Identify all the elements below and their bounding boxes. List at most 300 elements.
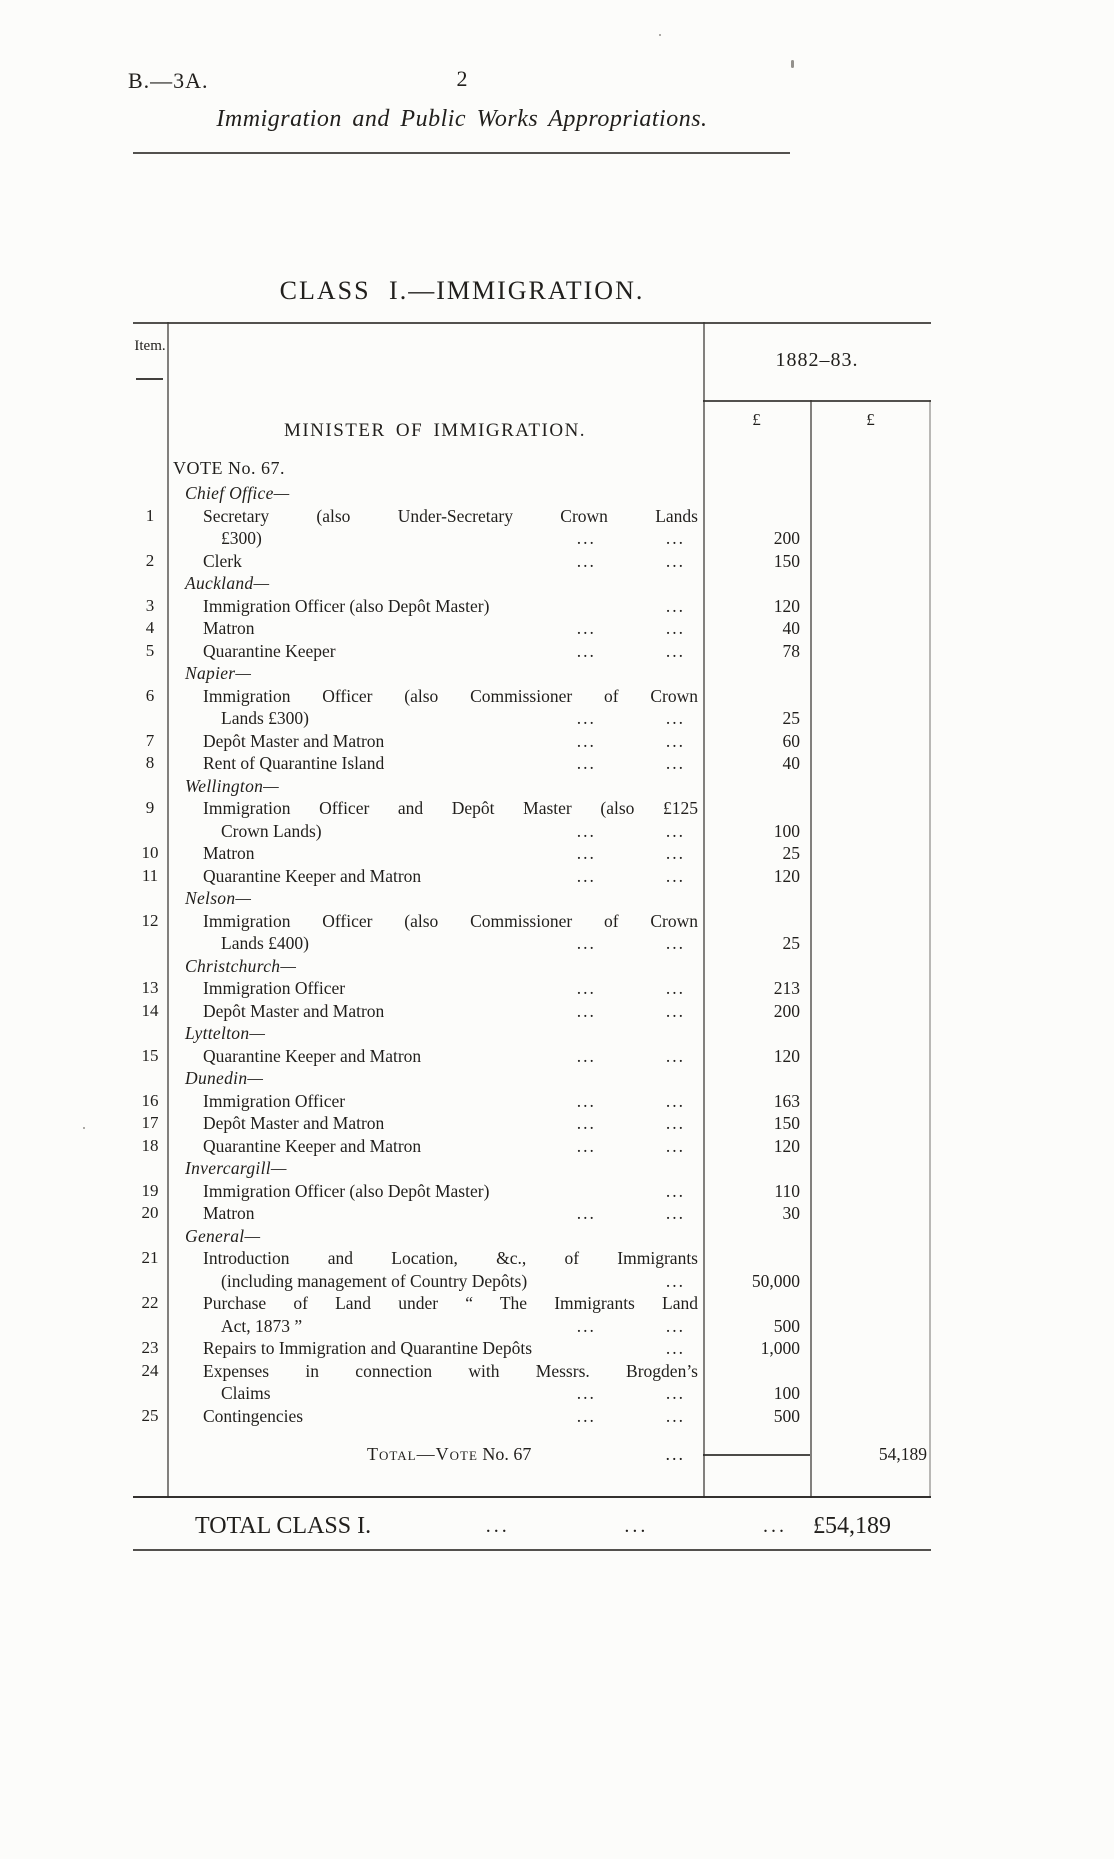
item-number: 2 <box>145 550 155 570</box>
amount-cell <box>810 1247 931 1270</box>
amount-value <box>703 505 810 528</box>
dot-leader: ... <box>576 843 596 863</box>
table-row <box>133 550 931 573</box>
table-row <box>133 707 931 730</box>
dot-leader: ... <box>665 1090 685 1111</box>
dot-leader: ... <box>576 933 596 953</box>
amount-value: 25 <box>782 933 800 953</box>
table-rows <box>133 482 931 1467</box>
table-row <box>133 1360 931 1383</box>
description-cell <box>167 707 703 730</box>
item-description-line <box>203 1202 697 1225</box>
description-cell <box>167 1000 703 1023</box>
item-description: Immigration Officer (also Commissioner of Crown <box>203 685 698 706</box>
item-description-line <box>203 752 697 775</box>
item-description-line <box>203 1337 697 1360</box>
description-cell <box>167 1067 703 1090</box>
description-cell <box>167 505 703 528</box>
description-cell <box>167 1157 703 1180</box>
amount-value <box>703 1157 810 1180</box>
item-number <box>133 662 167 685</box>
item-description-line <box>203 1090 697 1113</box>
item-description-line <box>203 617 697 640</box>
item-description: Repairs to Immigration and Quarantine Depôts <box>203 1338 533 1358</box>
dot-leader: ... <box>576 1383 596 1403</box>
dot-leader: ... <box>665 1315 685 1336</box>
item-number: 6 <box>145 685 155 705</box>
dot-leader: ... <box>665 843 685 863</box>
dot-leader: ... <box>665 708 685 728</box>
amount-value: 120 <box>773 865 800 886</box>
description-cell <box>167 752 703 775</box>
item-number <box>133 775 167 798</box>
item-number: 15 <box>141 1045 159 1065</box>
running-title: Immigration and Public Works Appropriations. <box>216 106 708 132</box>
dot-leader: ... <box>576 1135 596 1156</box>
description-cell <box>167 1270 703 1293</box>
item-description: Rent of Quarantine Island <box>203 753 385 773</box>
dot-leader: ... <box>485 1514 510 1537</box>
amount-cell <box>810 955 931 978</box>
item-description: Introduction and Location, &c., of Immigrants <box>203 1248 698 1268</box>
item-number: 12 <box>141 910 159 930</box>
table-row <box>133 1045 931 1068</box>
sum-rule <box>703 1454 810 1456</box>
item-number <box>133 482 167 505</box>
item-description: Crown Lands) <box>221 820 322 841</box>
dot-leader: ... <box>665 595 685 616</box>
location-group-label: Lyttelton— <box>185 1023 266 1043</box>
item-description: £300) <box>221 528 262 548</box>
item-number: 21 <box>141 1248 159 1267</box>
amount-value: 25 <box>782 708 800 728</box>
item-description-line <box>203 977 697 1000</box>
item-number <box>133 707 167 730</box>
item-number: 25 <box>141 1405 159 1425</box>
description-cell <box>167 482 703 505</box>
amount-cell <box>810 1022 931 1045</box>
item-description: Lands £400) <box>221 933 309 953</box>
table-row <box>133 685 931 708</box>
dot-leader: ... <box>665 1113 685 1133</box>
item-description-line <box>221 1315 697 1338</box>
dot-leader: ... <box>665 1338 685 1358</box>
item-description: Immigration Officer (also Depôt Master) <box>203 1180 490 1201</box>
item-number: 4 <box>145 618 155 637</box>
item-description-line <box>221 820 697 843</box>
item-description: Immigration Officer <box>203 978 346 998</box>
table-row <box>133 910 931 933</box>
item-description: Expenses in connection with Messrs. Brogden’s <box>203 1360 698 1381</box>
description-cell <box>167 797 703 820</box>
item-description: Clerk <box>203 550 242 571</box>
item-number: 18 <box>141 1135 159 1155</box>
item-description: Contingencies <box>203 1405 304 1426</box>
table-row <box>133 1067 931 1090</box>
item-number: 23 <box>141 1338 159 1357</box>
table-row <box>133 1315 931 1338</box>
amount-value <box>703 910 810 933</box>
amount-value <box>703 685 810 708</box>
table-row <box>133 662 931 685</box>
amount-value: 40 <box>782 618 800 638</box>
description-cell <box>167 1090 703 1113</box>
item-description-line <box>203 1180 697 1203</box>
item-number: 1 <box>145 505 155 525</box>
table-row <box>133 1135 931 1158</box>
dot-leader: ... <box>576 550 596 571</box>
amount-cell <box>810 617 931 640</box>
amount-value <box>703 1292 810 1315</box>
table-row <box>133 1157 931 1180</box>
item-number: 10 <box>141 843 159 862</box>
amount-value <box>703 1067 810 1090</box>
item-description: Immigration Officer (also Commissioner of Crown <box>203 910 698 931</box>
item-number: 7 <box>145 730 155 750</box>
dot-leader: ... <box>665 1405 685 1426</box>
amount-cell <box>810 932 931 955</box>
description-cell <box>167 932 703 955</box>
amount-cell <box>810 887 931 910</box>
description-cell <box>167 550 703 573</box>
item-description: Depôt Master and Matron <box>203 1113 385 1133</box>
amount-cell <box>810 752 931 775</box>
description-cell <box>167 1292 703 1315</box>
item-number <box>133 1067 167 1090</box>
item-description: Claims <box>221 1383 271 1403</box>
description-cell <box>167 1180 703 1203</box>
vote-heading: VOTE No. 67. <box>173 458 285 478</box>
table-row <box>133 887 931 910</box>
amount-value: 40 <box>782 753 800 773</box>
amount-cell <box>810 730 931 753</box>
table-row <box>133 1382 931 1405</box>
amount-cell <box>810 527 931 550</box>
amount-value: 163 <box>773 1090 800 1111</box>
class-total-row <box>133 1506 931 1546</box>
dot-leader: ... <box>576 640 596 661</box>
dot-leader: ... <box>624 1514 649 1537</box>
dot-leader: ... <box>665 1045 685 1066</box>
amount-cell <box>810 1180 931 1203</box>
dot-leader: ... <box>576 618 596 638</box>
table-row <box>133 820 931 843</box>
amount-value: 120 <box>773 595 800 616</box>
amount-cell <box>810 1270 931 1293</box>
amount-value <box>703 662 810 685</box>
dot-leader: ... <box>576 978 596 998</box>
item-number: 17 <box>141 1113 159 1132</box>
dot-leader: ... <box>665 1444 685 1464</box>
item-description: Quarantine Keeper and Matron <box>203 1045 422 1066</box>
amount-value <box>703 797 810 820</box>
description-cell <box>167 617 703 640</box>
scan-artifact <box>659 34 661 36</box>
amount-cell <box>810 865 931 888</box>
amount-cell <box>810 1315 931 1338</box>
description-cell <box>167 955 703 978</box>
item-description-line <box>203 842 697 865</box>
amount-cell <box>810 640 931 663</box>
item-number <box>133 1270 167 1293</box>
description-cell <box>167 865 703 888</box>
item-number: 5 <box>145 640 155 660</box>
amount-cell <box>810 1292 931 1315</box>
table-row <box>133 527 931 550</box>
table-row <box>133 1247 931 1270</box>
item-number: 19 <box>141 1180 159 1200</box>
item-number: 9 <box>145 798 155 817</box>
table-row <box>133 1405 931 1428</box>
amount-cell <box>810 482 931 505</box>
class-total-value: £54,189 <box>813 1512 892 1539</box>
amount-value: 500 <box>773 1315 800 1336</box>
description-cell <box>167 1135 703 1158</box>
description-cell <box>167 595 703 618</box>
location-group-label: Auckland— <box>185 573 270 593</box>
item-description-line <box>203 1045 697 1068</box>
item-description-line <box>203 550 697 573</box>
location-group-label: Napier— <box>185 663 252 683</box>
amount-cell <box>810 977 931 1000</box>
amount-cell <box>810 1090 931 1113</box>
amount-cell <box>810 1382 931 1405</box>
amount-value: 50,000 <box>751 1270 800 1291</box>
item-number <box>133 527 167 550</box>
amount-cell <box>810 505 931 528</box>
amount-cell <box>810 595 931 618</box>
class-total-top-rule <box>133 1496 931 1498</box>
page-number: 2 <box>456 66 468 91</box>
amount-value <box>703 572 810 595</box>
item-description: Quarantine Keeper and Matron <box>203 1135 422 1156</box>
dot-leader: ... <box>665 618 685 638</box>
item-description-line <box>203 865 697 888</box>
item-description: Matron <box>203 1203 255 1223</box>
dot-leader: ... <box>576 753 596 773</box>
item-number <box>133 572 167 595</box>
amount-value: 120 <box>773 1045 800 1066</box>
description-cell <box>167 730 703 753</box>
description-cell <box>167 1202 703 1225</box>
amount-value: 213 <box>773 978 800 998</box>
item-description: Immigration Officer <box>203 1090 346 1111</box>
table-row <box>133 1225 931 1248</box>
amount-value <box>703 1360 810 1383</box>
title-rule <box>133 152 790 154</box>
amount-value: 100 <box>773 1383 800 1403</box>
table-row <box>133 932 931 955</box>
description-cell <box>167 820 703 843</box>
item-number: 3 <box>145 595 155 615</box>
vote-total-amount: 54,189 <box>878 1444 927 1464</box>
dot-leader: ... <box>665 1203 685 1223</box>
description-cell <box>167 572 703 595</box>
description-cell <box>167 1337 703 1360</box>
item-description-line <box>203 595 697 618</box>
item-description: Matron <box>203 843 255 863</box>
description-cell <box>167 640 703 663</box>
table-row <box>133 752 931 775</box>
vote-total-number: No. 67 <box>482 1444 532 1464</box>
item-description-line <box>221 1270 697 1293</box>
amount-value: 30 <box>782 1203 800 1223</box>
description-cell <box>167 1225 703 1248</box>
item-number <box>133 1382 167 1405</box>
item-number: 8 <box>145 753 155 772</box>
dot-leader: ... <box>576 1315 596 1336</box>
table-row <box>133 955 931 978</box>
pound-symbol-col1: £ <box>752 410 761 429</box>
item-number: 20 <box>141 1203 159 1222</box>
scan-artifact <box>791 60 794 68</box>
amount-value: 500 <box>773 1405 800 1426</box>
amount-value <box>703 482 810 505</box>
table-row <box>133 1180 931 1203</box>
item-number <box>133 955 167 978</box>
table-row <box>133 640 931 663</box>
description-cell <box>167 775 703 798</box>
amount-cell <box>810 1405 931 1428</box>
amount-cell <box>810 797 931 820</box>
dot-leader: ... <box>576 730 596 751</box>
table-row <box>133 617 931 640</box>
dot-leader: ... <box>576 1203 596 1223</box>
amount-value <box>703 887 810 910</box>
amount-cell <box>810 775 931 798</box>
table-row <box>133 1202 931 1225</box>
table-row <box>133 505 931 528</box>
item-column-header: Item. <box>134 338 166 354</box>
amount-cell <box>810 1135 931 1158</box>
description-cell <box>167 887 703 910</box>
location-group-label: Invercargill— <box>185 1158 287 1178</box>
dot-leader: ... <box>665 1135 685 1156</box>
amount-cell <box>810 662 931 685</box>
table-row <box>133 1112 931 1135</box>
item-description-line <box>221 707 697 730</box>
description-cell <box>167 977 703 1000</box>
amount-value: 110 <box>774 1180 800 1201</box>
item-number <box>133 1022 167 1045</box>
dot-leader: ... <box>665 1000 685 1021</box>
description-cell <box>167 662 703 685</box>
table-row <box>133 730 931 753</box>
item-description: (including management of Country Depôts) <box>221 1270 528 1291</box>
description-cell <box>167 1315 703 1338</box>
description-cell <box>167 842 703 865</box>
table-row <box>133 482 931 505</box>
amount-cell <box>810 1337 931 1360</box>
item-description: Secretary (also Under-Secretary Crown Lands <box>203 505 698 526</box>
item-description-line <box>221 932 697 955</box>
amount-value: 60 <box>782 730 800 751</box>
item-description: Immigration Officer and Depôt Master (also £125 <box>203 798 698 818</box>
amount-value: 100 <box>773 820 800 841</box>
item-description: Depôt Master and Matron <box>203 730 385 751</box>
amount-cell <box>810 1225 931 1248</box>
item-number: 14 <box>141 1000 159 1020</box>
item-number: 22 <box>141 1293 159 1312</box>
amount-cell <box>810 820 931 843</box>
amount-value <box>703 1022 810 1045</box>
item-number <box>133 932 167 955</box>
dot-leader: ... <box>665 1270 685 1291</box>
item-description: Act, 1873 ” <box>221 1315 303 1336</box>
table-row <box>133 572 931 595</box>
amount-cell <box>810 550 931 573</box>
item-number: 11 <box>141 865 159 885</box>
dot-leader: ... <box>576 1090 596 1111</box>
amount-cell <box>810 572 931 595</box>
amount-value: 78 <box>782 640 800 661</box>
amount-cell <box>810 910 931 933</box>
description-cell <box>167 910 703 933</box>
item-number: 16 <box>141 1090 159 1110</box>
document-reference: B.—3A. <box>128 68 209 93</box>
dot-leader: ... <box>576 1000 596 1021</box>
table-row <box>133 797 931 820</box>
dot-leader: ... <box>576 528 596 548</box>
amount-value: 120 <box>773 1135 800 1156</box>
amount-cell <box>810 1157 931 1180</box>
table-row <box>133 595 931 618</box>
table-row <box>133 977 931 1000</box>
scan-artifact <box>83 1127 85 1129</box>
item-description-line <box>221 1382 697 1405</box>
item-description: Immigration Officer (also Depôt Master) <box>203 595 490 616</box>
description-cell <box>167 685 703 708</box>
amount-cell <box>810 1000 931 1023</box>
amount-value <box>703 1225 810 1248</box>
dot-leader: ... <box>665 933 685 953</box>
description-cell <box>167 1382 703 1405</box>
item-number: 13 <box>141 978 159 997</box>
description-cell <box>167 527 703 550</box>
dot-leader: ... <box>665 820 685 841</box>
item-description-line <box>203 1135 697 1158</box>
pound-symbol-col2: £ <box>866 410 875 429</box>
amount-value <box>703 1247 810 1270</box>
amount-cell <box>810 1202 931 1225</box>
location-group-label: General— <box>185 1225 261 1246</box>
item-description-line <box>203 1405 697 1428</box>
location-group-label: Nelson— <box>185 888 252 908</box>
dot-leader: ... <box>763 1514 788 1537</box>
table-top-rule <box>133 322 931 324</box>
amount-cell <box>810 1360 931 1383</box>
location-group-label: Wellington— <box>185 775 280 796</box>
item-description-line <box>203 730 697 753</box>
item-header-underline <box>136 378 163 380</box>
amount-cell <box>810 1112 931 1135</box>
dot-leader: ... <box>665 865 685 886</box>
table-row <box>133 1337 931 1360</box>
item-description: Quarantine Keeper <box>203 640 336 661</box>
vote-total-label: Total—Vote <box>367 1444 478 1464</box>
amount-value: 1,000 <box>760 1338 800 1358</box>
table-row <box>133 1022 931 1045</box>
description-cell <box>167 1247 703 1270</box>
item-description-line <box>221 527 697 550</box>
description-cell <box>167 1045 703 1068</box>
dot-leader: ... <box>576 865 596 886</box>
dot-leader: ... <box>665 978 685 998</box>
dot-leader: ... <box>576 1113 596 1133</box>
item-description: Purchase of Land under “ The Immigrants Land <box>203 1293 698 1313</box>
item-description-line <box>203 640 697 663</box>
item-description: Quarantine Keeper and Matron <box>203 865 422 886</box>
